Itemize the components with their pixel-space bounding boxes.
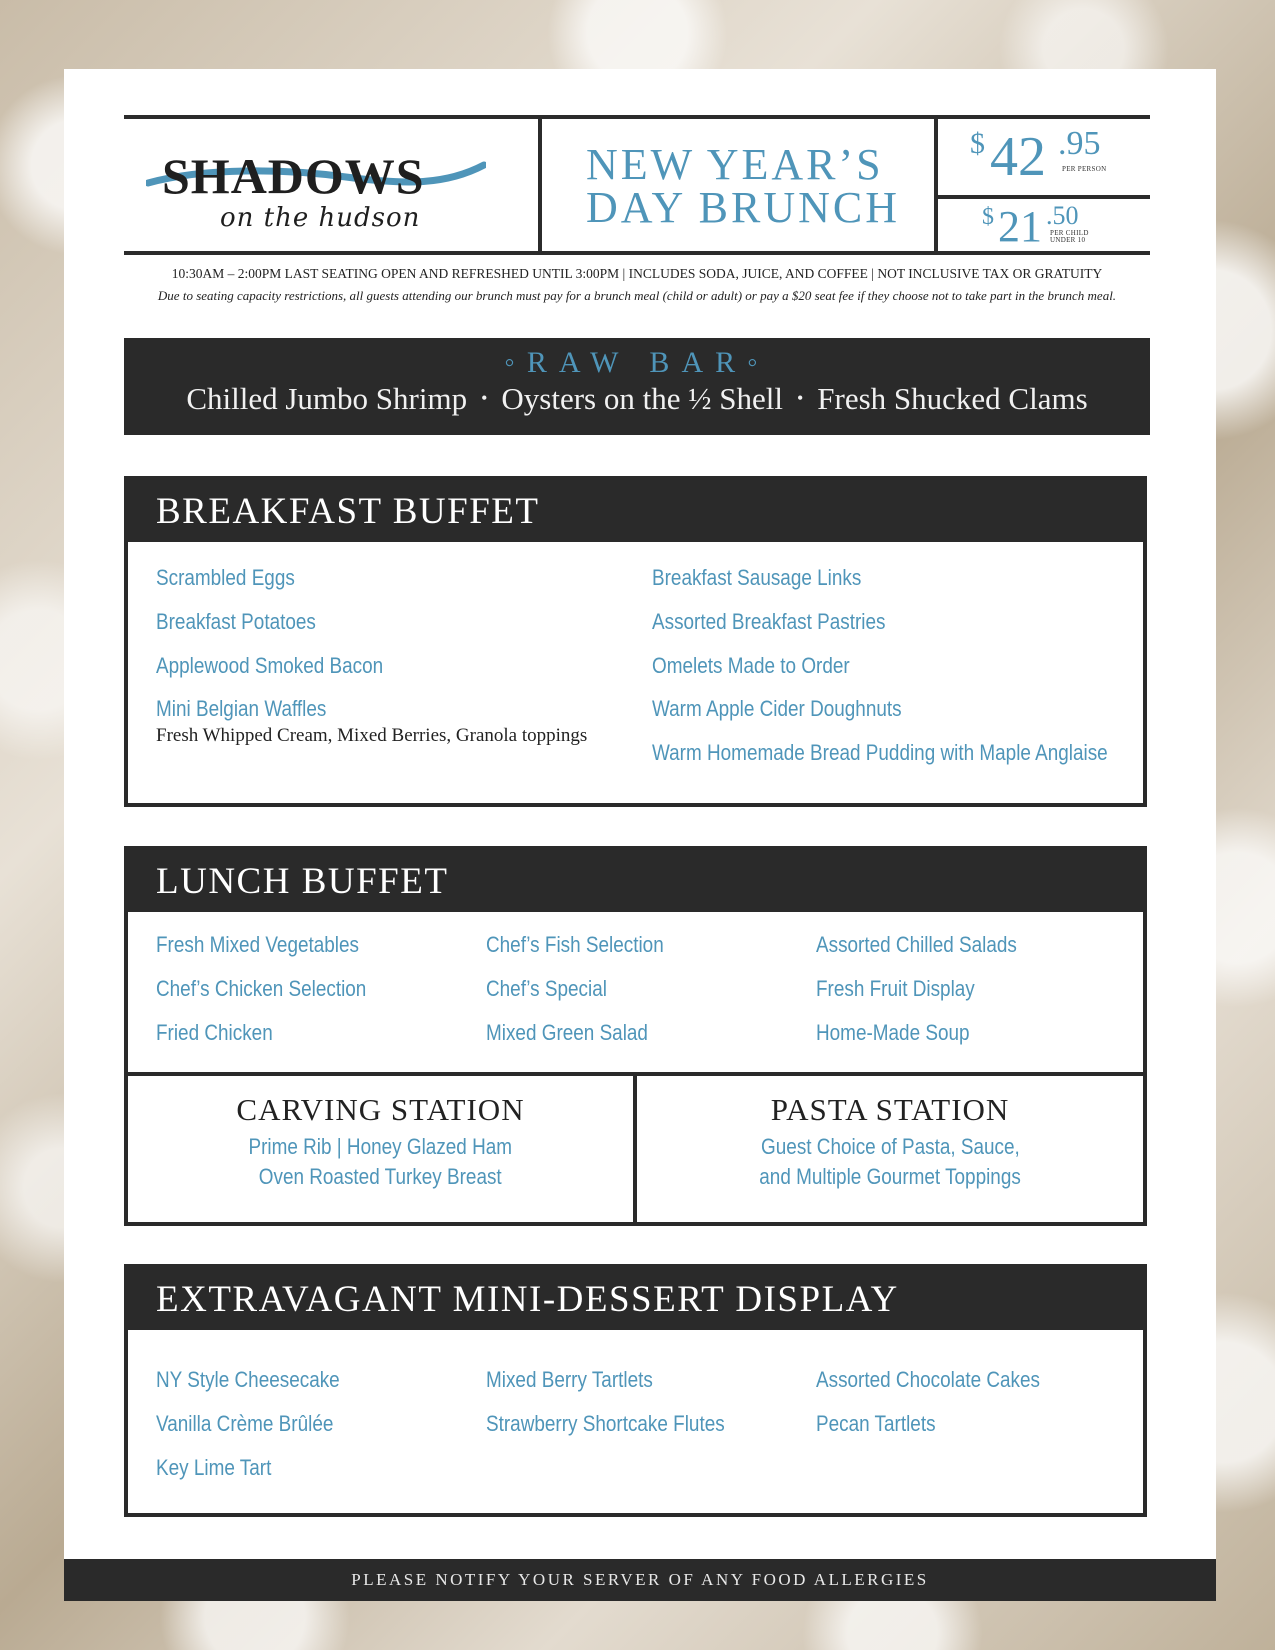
dessert-title: EXTRAVAGANT MINI-DESSERT DISPLAY: [156, 1279, 899, 1320]
carving-station-line: Oven Roasted Turkey Breast: [259, 1164, 502, 1189]
menu-item: Breakfast Potatoes: [156, 609, 316, 634]
raw-bar-items: [124, 381, 1150, 417]
menu-item: Scrambled Eggs: [156, 565, 295, 590]
menu-item: Pecan Tartlets: [816, 1411, 936, 1436]
raw-bar-item: Oysters on the ½ Shell: [501, 381, 783, 416]
pasta-station-line: and Multiple Gourmet Toppings: [759, 1164, 1021, 1189]
hours-info: 10:30AM – 2:00PM LAST SEATING OPEN AND REFRESHED UNTIL 3:00PM | INCLUDES SODA, JUICE, AND COFFEE | NOT INCLUSIVE TAX OR GRATUITY: [171, 266, 1103, 281]
allergy-footer: [64, 1559, 1216, 1601]
menu-item: Chef’s Chicken Selection: [156, 976, 367, 1001]
raw-bar-banner: [124, 338, 1150, 435]
menu-item: Applewood Smoked Bacon: [156, 653, 384, 678]
menu-item: Assorted Chilled Salads: [816, 932, 1017, 957]
child-price-label-1: PER CHILD: [1050, 229, 1089, 237]
breakfast-header: [128, 480, 1143, 542]
carving-station-line: Prime Rib | Honey Glazed Ham: [248, 1134, 513, 1159]
logo-wordmark: SHADOWS: [162, 148, 425, 204]
adult-price-cents: .95: [1058, 125, 1101, 162]
event-title: [542, 119, 938, 251]
logo-tagline: on the hudson: [220, 203, 421, 233]
dessert-section: [124, 1264, 1147, 1517]
menu-item: Fresh Fruit Display: [816, 976, 975, 1001]
menu-item: Fried Chicken: [156, 1020, 273, 1045]
pasta-station-line: Guest Choice of Pasta, Sauce,: [760, 1134, 1020, 1159]
menu-header: [124, 115, 1150, 255]
bullet-separator: •: [481, 388, 488, 408]
breakfast-title: BREAKFAST BUFFET: [156, 491, 540, 532]
allergy-notice: PLEASE NOTIFY YOUR SERVER OF ANY FOOD ALLERGIES: [351, 1570, 929, 1589]
adult-price-dollar-sign: $: [970, 127, 985, 160]
menu-item: Assorted Chocolate Cakes: [816, 1367, 1041, 1392]
raw-bar-title: ◦RAW BAR◦: [504, 346, 770, 379]
menu-item: Breakfast Sausage Links: [652, 565, 862, 590]
child-price-dollars: 21: [998, 202, 1042, 251]
menu-page: [64, 69, 1216, 1601]
price-block: [938, 119, 1150, 251]
menu-item: Strawberry Shortcake Flutes: [486, 1411, 725, 1436]
seating-policy: Due to seating capacity restrictions, all guests attending our brunch must pay for a brunch meal (child or adult) or pay a $20 seat fee if they choose not to take part in the brunch meal.: [157, 288, 1117, 303]
child-price-cents: .50: [1046, 201, 1079, 230]
menu-item: Fresh Mixed Vegetables: [156, 932, 359, 957]
lunch-title: LUNCH BUFFET: [156, 861, 449, 902]
menu-item: NY Style Cheesecake: [156, 1367, 340, 1392]
menu-item: Home-Made Soup: [816, 1020, 970, 1045]
menu-item: Chef’s Fish Selection: [486, 932, 664, 957]
adult-price-label: PER PERSON: [1062, 165, 1107, 173]
menu-item: Omelets Made to Order: [652, 653, 850, 678]
event-title-line-1: NEW YEAR’S: [586, 140, 884, 189]
menu-item: Mixed Berry Tartlets: [486, 1367, 653, 1392]
breakfast-section: [124, 476, 1147, 807]
event-title-line-2: DAY BRUNCH: [586, 183, 901, 232]
menu-item: Key Lime Tart: [156, 1455, 272, 1480]
price-divider: [938, 195, 1150, 199]
menu-item: Warm Homemade Bread Pudding with Maple Anglaise: [652, 740, 1108, 765]
waffle-toppings-note: Fresh Whipped Cream, Mixed Berries, Granola toppings: [156, 725, 588, 746]
dessert-header: [128, 1268, 1143, 1330]
menu-item: Warm Apple Cider Doughnuts: [652, 696, 902, 721]
bullet-separator: •: [796, 388, 804, 408]
pasta-station-title: PASTA STATION: [770, 1092, 1010, 1127]
menu-item: Chef’s Special: [486, 976, 607, 1001]
menu-item: Vanilla Crème Brûlée: [156, 1411, 334, 1436]
carving-station-title: CARVING STATION: [236, 1092, 525, 1127]
adult-price-dollars: 42: [990, 126, 1046, 188]
lunch-header: [128, 850, 1143, 912]
raw-bar-item: Chilled Jumbo Shrimp: [186, 381, 468, 416]
raw-bar-item: Fresh Shucked Clams: [817, 381, 1088, 416]
child-price-dollar-sign: $: [982, 204, 994, 230]
menu-item: Mini Belgian Waffles: [156, 696, 327, 721]
logo: [124, 119, 542, 251]
menu-item: Mixed Green Salad: [486, 1020, 648, 1045]
menu-item: Assorted Breakfast Pastries: [652, 609, 886, 634]
child-price-label-2: UNDER 10: [1050, 236, 1086, 244]
lunch-section: [124, 846, 1147, 1226]
